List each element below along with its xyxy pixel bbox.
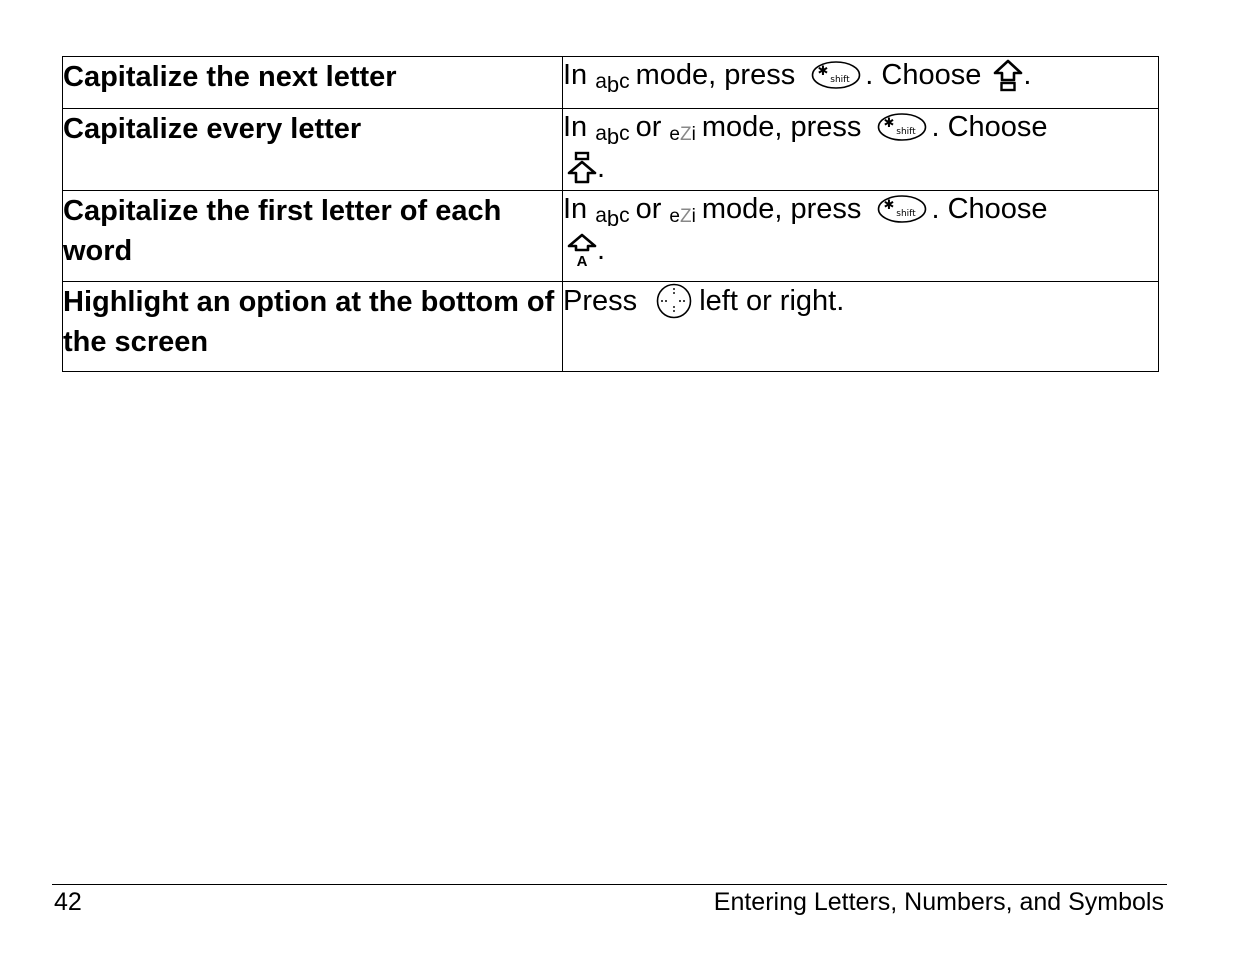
shift-key-label: shift <box>830 75 850 85</box>
action-label: Capitalize the next letter <box>63 61 397 93</box>
end-text: . <box>597 234 606 266</box>
or-text: or <box>635 193 662 225</box>
shift-key-icon <box>877 112 927 142</box>
mode-press-text: mode, press <box>701 111 862 143</box>
in-text: In <box>563 59 588 91</box>
in-text: In <box>563 193 588 225</box>
navigation-key-icon <box>655 282 693 320</box>
choose-text: . Choose <box>931 111 1048 143</box>
action-cell <box>63 109 563 191</box>
left-or-right-text: left or right. <box>699 285 845 317</box>
end-text: . <box>597 152 606 184</box>
instruction-cell <box>563 57 1159 109</box>
word-caps-letter: A <box>576 253 588 267</box>
instruction-cell <box>563 109 1159 191</box>
svg-text:✱: ✱ <box>884 198 895 213</box>
chapter-title: Entering Letters, Numbers, and Symbols <box>713 888 1164 916</box>
table-row <box>63 191 1159 282</box>
instruction-table <box>62 56 1159 372</box>
in-text: In <box>563 111 588 143</box>
choose-text: . Choose <box>931 193 1048 225</box>
action-cell <box>63 57 563 109</box>
mode-press-text: mode, press <box>635 59 796 91</box>
ezi-mode-icon: eZi <box>669 206 696 227</box>
mode-press-text: mode, press <box>701 193 862 225</box>
table-row <box>63 109 1159 191</box>
footer-divider <box>52 884 1167 885</box>
shift-key-label: shift <box>896 209 917 219</box>
shift-key-label: shift <box>896 127 917 137</box>
choose-text: . Choose <box>865 59 982 91</box>
abc-mode-icon: abc <box>595 70 630 97</box>
table-row <box>63 57 1159 109</box>
svg-text:✱: ✱ <box>817 64 829 79</box>
ezi-mode-icon: eZi <box>669 124 696 145</box>
end-text: . <box>1023 59 1032 91</box>
page-number: 42 <box>54 888 82 916</box>
press-text: Press <box>563 285 638 317</box>
shift-once-icon <box>993 58 1023 92</box>
action-label: Capitalize the first letter of each word <box>63 195 502 267</box>
abc-mode-icon: abc <box>595 122 630 149</box>
action-label: Highlight an option at the bottom of the screen <box>63 286 555 358</box>
abc-mode-icon: abc <box>595 204 630 231</box>
action-cell <box>63 282 563 372</box>
action-cell <box>63 191 563 282</box>
instruction-cell <box>563 282 1159 372</box>
word-caps-icon <box>567 233 597 267</box>
shift-key-icon <box>811 60 861 90</box>
svg-text:✱: ✱ <box>884 116 895 131</box>
instruction-cell <box>563 191 1159 282</box>
shift-key-icon <box>877 194 927 224</box>
caps-lock-icon <box>567 151 597 185</box>
action-label: Capitalize every letter <box>63 113 362 145</box>
or-text: or <box>635 111 662 143</box>
table-row <box>63 282 1159 372</box>
